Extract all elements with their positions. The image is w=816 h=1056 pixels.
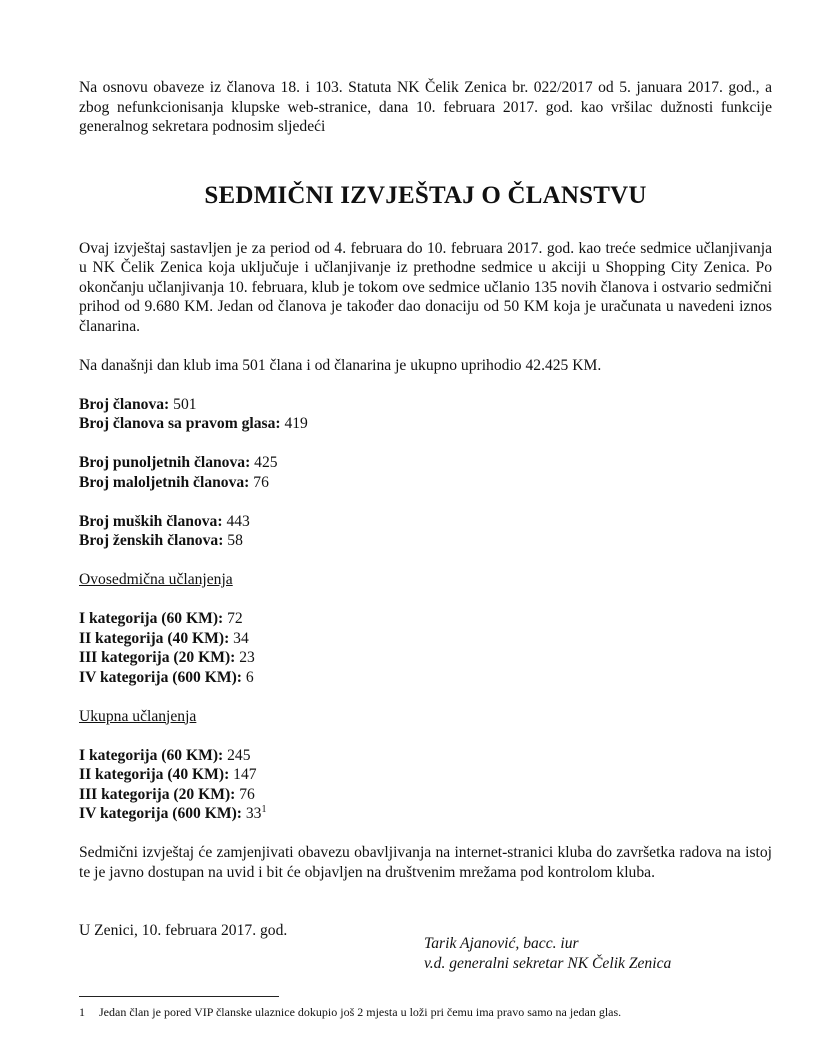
row-label: III kategorija (20 KM):: [79, 649, 236, 666]
stat-value: 419: [280, 415, 308, 432]
weekly-row: [79, 629, 772, 649]
stat-value: 425: [250, 454, 278, 471]
total-row: [79, 746, 772, 766]
closing-paragraph: Sedmični izvještaj će zamjenjivati obavezu obavljivanja na internet-stranici kluba do završetka radova na istoj te je javno dostupan na uvid i bit će objavljen na društvenim mrežama pod kontrolom kluba.: [79, 844, 772, 881]
document-title: SEDMIČNI IZVJEŠTAJ O ČLANSTVU: [204, 181, 647, 209]
footnote-text: Jedan član je pored VIP članske ulaznice dokupio još 2 mjesta u loži pri čemu ima pravo samo na jedan glas.: [99, 1005, 622, 1019]
row-value: 72: [223, 610, 243, 627]
footnote-separator: [79, 996, 279, 997]
row-label: III kategorija (20 KM):: [79, 785, 236, 803]
stat-adult: [79, 453, 772, 473]
row-label: I kategorija (60 KM):: [79, 746, 224, 764]
footnote: [79, 1005, 621, 1020]
row-label: I kategorija (60 KM):: [79, 610, 224, 627]
total-row: [79, 765, 772, 785]
row-value: 76: [235, 785, 255, 803]
stat-voting: [79, 414, 772, 434]
total-row: [79, 804, 772, 824]
stat-value: 501: [169, 395, 197, 413]
stat-label: Broj punoljetnih članova:: [79, 454, 251, 471]
summary-paragraph: Ovaj izvještaj sastavljen je za period od 4. februara do 10. februara 2017. god. kao treće sedmice učlanjivanja u NK Čelik Zenica koja uključuje i učlanjivanje iz prethodne sedmice u akciji u Shopping City Zenica. Po okončanju učlanjivanja 10. februara, klub je tokom ove sedmice učlanio 135 novih članova i ostvario sedmični prihod od 9.680 KM. Jedan od članova je također dao donaciju od 50 KM koja je uračunata u navedeni iznos članarina.: [79, 239, 772, 335]
weekly-row: [79, 668, 772, 688]
row-value: 245: [223, 746, 251, 764]
weekly-row: [79, 609, 772, 629]
row-label: IV kategorija (600 KM):: [79, 805, 242, 822]
weekly-row: [79, 648, 772, 668]
row-value: 34: [229, 629, 249, 647]
row-value: 6: [241, 668, 254, 686]
total-row: [79, 785, 772, 805]
signature-name: Tarik Ajanović, bacc. iur: [424, 935, 579, 952]
footnote-number: 1: [79, 1005, 85, 1019]
stat-label: Broj članova sa pravom glasa:: [79, 415, 281, 432]
weekly-heading: Ovosedmična učlanjenja: [79, 571, 233, 588]
stat-male: [79, 512, 772, 532]
stat-female: [79, 531, 772, 551]
place-date: U Zenici, 10. februara 2017. god.: [79, 922, 288, 939]
row-label: II kategorija (40 KM):: [79, 629, 230, 647]
stat-label: Broj ženskih članova:: [79, 532, 224, 549]
stat-value: 443: [222, 512, 250, 530]
stat-value: 76: [249, 473, 269, 491]
row-value: 23: [235, 649, 255, 666]
footnote-reference[interactable]: 1: [261, 803, 267, 815]
stat-value: 58: [223, 532, 243, 549]
stat-label: Broj maloljetnih članova:: [79, 473, 250, 491]
signature-role: v.d. generalni sekretar NK Čelik Zenica: [424, 954, 672, 972]
row-label: IV kategorija (600 KM):: [79, 668, 242, 686]
row-label: II kategorija (40 KM):: [79, 766, 230, 783]
row-value: 147: [229, 766, 257, 783]
stat-minor: [79, 473, 772, 493]
intro-paragraph: Na osnovu obaveze iz članova 18. i 103. Statuta NK Čelik Zenica br. 022/2017 od 5. januara 2017. god., a zbog nefunkcionisanja klupske web-stranice, dana 10. februara 2017. god. kao vršilac dužnosti funkcije generalnog sekretara podnosim sljedeći: [79, 79, 772, 135]
stat-members: [79, 395, 772, 415]
signature-block: [424, 934, 671, 973]
total-heading: Ukupna učlanjenja: [79, 707, 197, 725]
document-body: [79, 78, 772, 941]
row-value: 33: [241, 805, 262, 822]
stat-label: Broj muških članova:: [79, 512, 223, 530]
today-paragraph: Na današnji dan klub ima 501 člana i od članarina je ukupno uprihodio 42.425 KM.: [79, 356, 602, 374]
stat-label: Broj članova:: [79, 395, 170, 413]
